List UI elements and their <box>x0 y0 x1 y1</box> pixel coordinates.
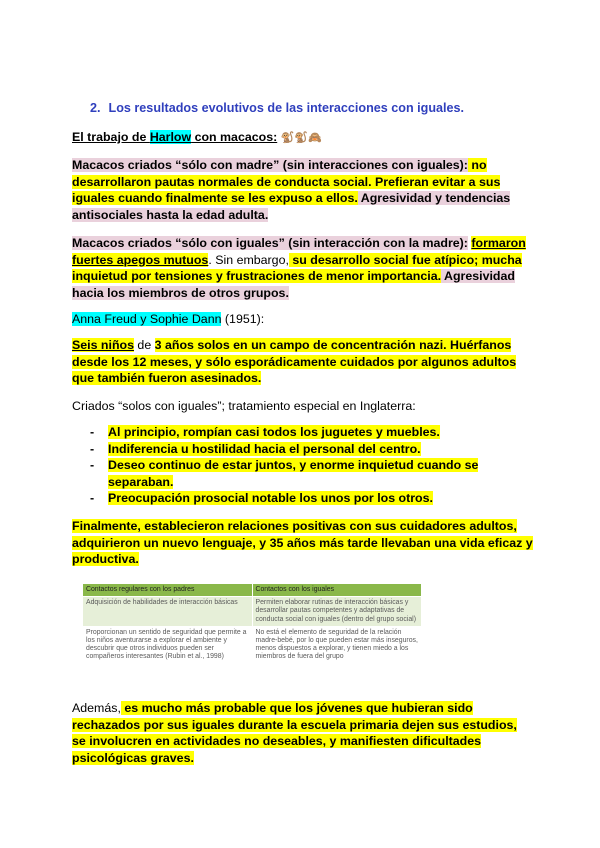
table-cell: Proporcionan un sentido de seguridad que permite a los niños aventurarse a explorar el ambiente y descubrir que otros individuos pueden ser compañeros interesantes (Rubin et al., 1998) <box>83 626 253 664</box>
p2-pink: Agresividad hacia los miembros de otros grupos. <box>72 269 515 300</box>
harlow-pre: El trabajo de <box>72 130 150 144</box>
heading-number: 2. <box>90 101 101 115</box>
p3-seis: Seis niños <box>72 338 134 352</box>
ademas-plain: Además, <box>72 701 121 715</box>
paragraph-solo-madre <box>72 157 534 223</box>
p1-title: Macacos criados “sólo con madre” (sin interacciones con iguales): <box>72 158 468 172</box>
monkey-emoji-icon: 🐒🐒🙈 <box>280 131 322 144</box>
criados-line <box>72 398 534 415</box>
list-item-text: Deseo continuo de estar juntos, y enorme inquietud cuando se separaban. <box>108 458 479 489</box>
harlow-line <box>72 129 534 147</box>
ademas-yellow: es mucho más probable que los jóvenes que hubieran sido rechazados por sus iguales durante la escuela primaria dejen sus estudios, se involucren en actividades no deseables, y manifiesten dificultades psicológicas graves. <box>72 701 517 765</box>
comparison-table <box>82 583 422 665</box>
paragraph-ademas <box>72 700 534 766</box>
paragraph-seis-ninos <box>72 337 534 387</box>
list-item: - Deseo continuo de estar juntos, y enorme inquietud cuando se separaban. <box>90 458 479 489</box>
criados-text: Criados “solos con iguales”; tratamiento especial en Inglaterra: <box>72 399 416 413</box>
p1-yellow: no desarrollaron pautas normales de conducta social. Prefieran evitar a sus iguales cuando finalmente se les expuso a ellos. <box>72 158 501 206</box>
table-cell: Adquisición de habilidades de interacción básicas <box>83 597 253 627</box>
table-cell: No está el elemento de seguridad de la relación madre-bebé, por lo que pueden estar más inseguros, menos dispuestos a explorar, y tienen miedo a los miembros de fuera del grupo <box>252 626 422 664</box>
p3-anos: 3 años <box>154 338 194 352</box>
p3-de: de <box>133 338 155 352</box>
list-item: - Indiferencia u hostilidad hacia el personal del centro. <box>90 441 421 456</box>
harlow-name: Harlow <box>149 130 192 144</box>
p1-pink: Agresividad y tendencias antisociales hasta la edad adulta. <box>72 191 511 222</box>
p3-rest: solos en un campo de concentración nazi. Huérfanos desde los 12 meses, y sólo esporádicamente cuidados por algunos adultos que también fueron asesinados. <box>72 338 517 386</box>
table-row <box>83 597 422 627</box>
list-item: - Al principio, rompían casi todos los juguetes y muebles. <box>90 425 440 439</box>
table-cell: Permiten elaborar rutinas de interacción básicas y desarrollar pautas competentes y adaptativas de conducta social con iguales (dentro del grupo social) <box>252 597 422 627</box>
list-item-text: Al principio, rompían casi todos los juguetes y muebles. <box>108 425 440 439</box>
list-item: - Preocupación prosocial notable los unos por los otros. <box>90 491 433 506</box>
p2-title: Macacos criados “sólo con iguales” (sin interacción con la madre): <box>72 236 468 250</box>
harlow-post: con macacos: <box>191 130 278 144</box>
bullet-list <box>72 424 534 507</box>
table-row <box>83 626 422 664</box>
section-heading <box>90 100 464 117</box>
list-item-text: Preocupación prosocial notable los unos por los otros. <box>108 491 433 506</box>
freud-names: Anna Freud y Sophie Dann <box>72 312 222 326</box>
finalmente-text: Finalmente, establecieron relaciones positivas con sus cuidadores adultos, adquirieron un nuevo lenguaje, y 35 años más tarde llevaban una vida eficaz y productiva. <box>72 519 533 567</box>
list-item-text: Indiferencia u hostilidad hacia el personal del centro. <box>108 441 421 456</box>
p2-yellow: su desarrollo social fue atípico; mucha inquietud por tensiones y frustraciones de menor importancia. <box>72 252 522 284</box>
freud-line <box>72 311 534 328</box>
p2-underlined: formaron fuertes apegos mutuos <box>72 236 526 267</box>
paragraph-solo-iguales <box>72 235 534 301</box>
p2-plain: . Sin embargo, <box>208 252 289 267</box>
table-header: Contactos regulares con los padres <box>83 584 253 597</box>
heading-text: Los resultados evolutivos de las interacciones con iguales. <box>108 101 465 115</box>
freud-year: (1951): <box>221 312 265 326</box>
table-header-row <box>83 584 422 597</box>
paragraph-finalmente <box>72 518 534 568</box>
table-header: Contactos con los iguales <box>252 584 422 597</box>
